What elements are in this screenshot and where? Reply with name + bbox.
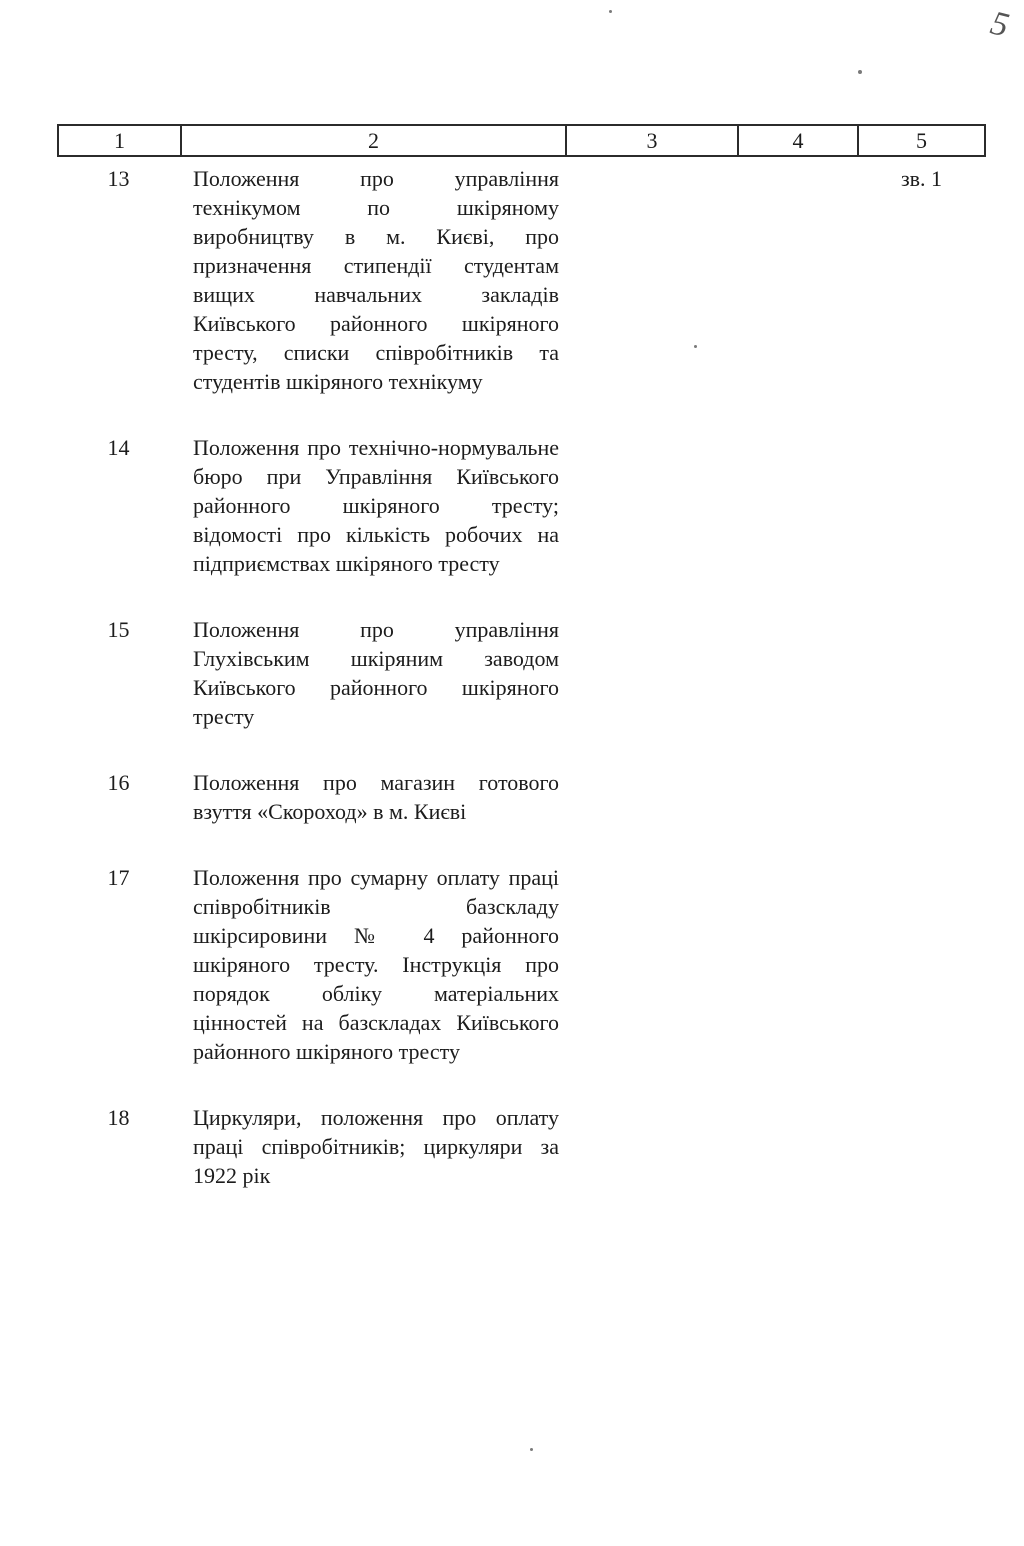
header-col-1: 1	[59, 126, 182, 155]
row-col5	[857, 615, 986, 731]
row-col4	[737, 164, 857, 396]
row-col3	[565, 1103, 737, 1190]
row-description: Положення про управління Глухівським шкіряним заводом Київського районного шкіряного тресту	[193, 617, 559, 729]
row-description: Положення про технічно-нормувальне бюро при Управління Київського районного шкіряного тресту; відомості про кількість робочих на підприємствах шкіряного тресту	[193, 435, 559, 576]
row-col4	[737, 615, 857, 731]
row-number: 16	[107, 770, 130, 795]
row-number: 15	[107, 617, 130, 642]
row-description: Положення про управління технікумом по шкіряному виробництву в м. Києві, про призначення стипендії студентам вищих навчальних закладів Київського районного шкіряного тресту, списки співробітників та студентів шкіряного технікуму	[193, 166, 559, 394]
row-description: Положення про магазин готового взуття «Скороход» в м. Києві	[193, 770, 559, 824]
table-row	[57, 768, 986, 826]
row-number: 14	[107, 435, 130, 460]
row-col5: зв. 1	[900, 166, 943, 191]
table-row	[57, 164, 986, 396]
scan-speck	[858, 70, 862, 74]
table-header-row	[57, 124, 986, 157]
row-col3	[565, 164, 737, 396]
handwritten-page-number: 5	[986, 4, 1013, 45]
row-description: Циркуляри, положення про оплату праці співробітників; циркуляри за 1922 рік	[193, 1105, 559, 1188]
row-number: 17	[107, 865, 130, 890]
row-number: 18	[107, 1105, 130, 1130]
row-col5	[857, 1103, 986, 1190]
scan-speck	[609, 10, 612, 13]
scan-speck	[530, 1448, 533, 1451]
row-description: Положення про сумарну оплату праці співробітників базскладу шкірсировини № 4 районного шкіряного тресту. Інструкція про порядок обліку матеріальних цінностей на базскладах Київського районного шкіряного тресту	[193, 865, 559, 1064]
table-body	[57, 164, 986, 1227]
row-col4	[737, 433, 857, 578]
row-col4	[737, 1103, 857, 1190]
row-col4	[737, 768, 857, 826]
row-col4	[737, 863, 857, 1066]
header-col-4: 4	[739, 126, 859, 155]
row-col3	[565, 863, 737, 1066]
row-col5	[857, 768, 986, 826]
row-col3	[565, 768, 737, 826]
table-row	[57, 433, 986, 578]
table-row	[57, 1103, 986, 1190]
row-col3	[565, 615, 737, 731]
row-col3	[565, 433, 737, 578]
header-col-5: 5	[916, 127, 927, 153]
row-number: 13	[107, 166, 130, 191]
header-col-2: 2	[182, 126, 567, 155]
header-col-3: 3	[567, 126, 739, 155]
table-row	[57, 615, 986, 731]
table-row	[57, 863, 986, 1066]
row-col5	[857, 433, 986, 578]
row-col5	[857, 863, 986, 1066]
